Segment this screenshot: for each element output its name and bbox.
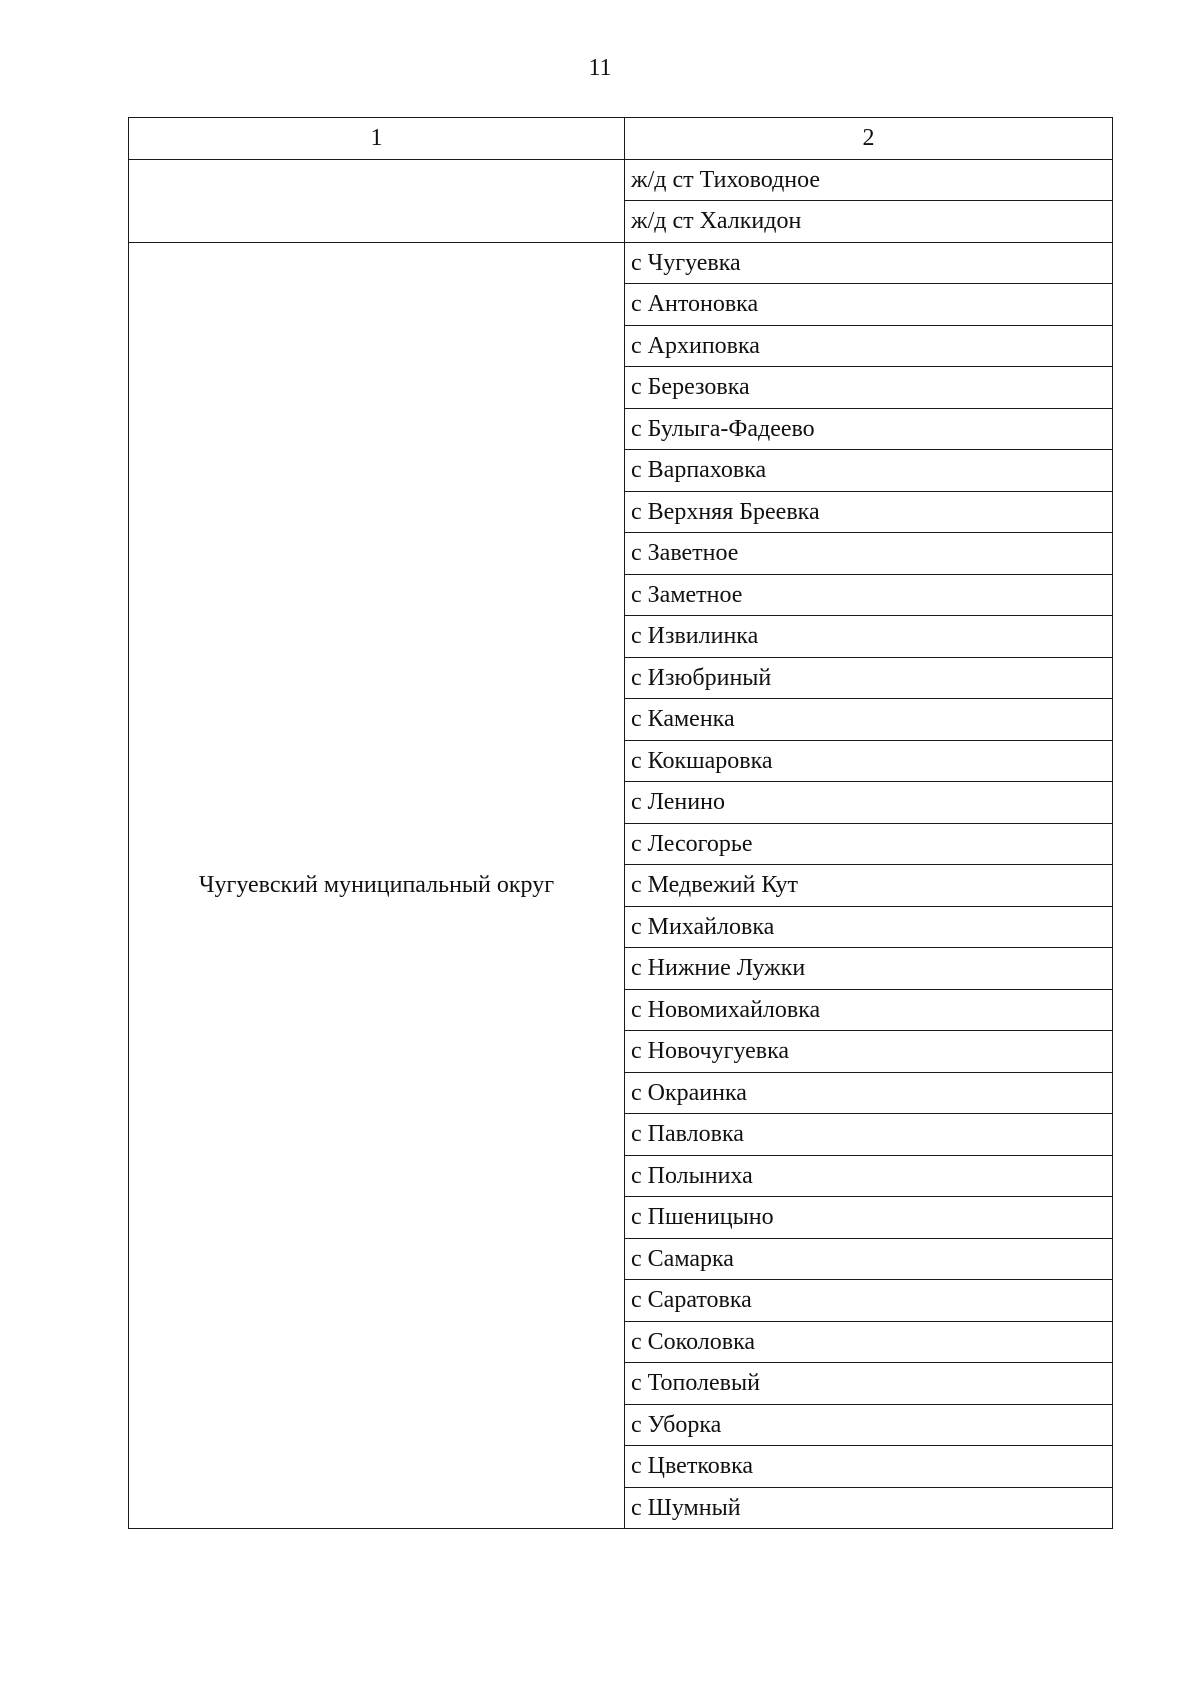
settlement-cell: с Тополевый xyxy=(625,1363,1113,1405)
settlement-cell: с Лесогорье xyxy=(625,823,1113,865)
table-row xyxy=(129,159,1113,201)
municipality-cell xyxy=(129,159,625,242)
settlement-cell: с Заметное xyxy=(625,574,1113,616)
settlement-cell: с Полыниха xyxy=(625,1155,1113,1197)
settlement-cell: с Каменка xyxy=(625,699,1113,741)
settlement-cell: с Булыга-Фадеево xyxy=(625,408,1113,450)
settlement-cell: с Архиповка xyxy=(625,325,1113,367)
settlement-cell: с Нижние Лужки xyxy=(625,948,1113,990)
settlement-cell: с Варпаховка xyxy=(625,450,1113,492)
settlement-cell: ж/д ст Тиховодное xyxy=(625,159,1113,201)
municipality-cell: Чугуевский муниципальный округ xyxy=(129,242,625,1529)
table-row xyxy=(129,242,1113,284)
settlement-cell: с Ленино xyxy=(625,782,1113,824)
settlement-cell: с Березовка xyxy=(625,367,1113,409)
settlement-cell: с Антоновка xyxy=(625,284,1113,326)
settlement-cell: с Верхняя Бреевка xyxy=(625,491,1113,533)
header-cell-col2: 2 xyxy=(625,118,1113,160)
table-header-row xyxy=(129,118,1113,160)
settlement-cell: с Новочугуевка xyxy=(625,1031,1113,1073)
settlement-cell: с Цветковка xyxy=(625,1446,1113,1488)
settlement-cell: с Саратовка xyxy=(625,1280,1113,1322)
settlement-cell: с Соколовка xyxy=(625,1321,1113,1363)
settlement-cell: с Кокшаровка xyxy=(625,740,1113,782)
settlement-cell: с Окраинка xyxy=(625,1072,1113,1114)
settlement-cell: с Павловка xyxy=(625,1114,1113,1156)
settlement-cell: с Новомихайловка xyxy=(625,989,1113,1031)
settlement-cell: с Шумный xyxy=(625,1487,1113,1529)
settlement-cell: с Михайловка xyxy=(625,906,1113,948)
settlement-cell: с Заветное xyxy=(625,533,1113,575)
settlement-cell: с Извилинка xyxy=(625,616,1113,658)
settlement-cell: с Самарка xyxy=(625,1238,1113,1280)
settlement-cell: ж/д ст Халкидон xyxy=(625,201,1113,243)
settlements-table xyxy=(128,117,1113,1529)
header-cell-col1: 1 xyxy=(129,118,625,160)
settlement-cell: с Изюбриный xyxy=(625,657,1113,699)
settlement-cell: с Пшеницыно xyxy=(625,1197,1113,1239)
settlement-cell: с Медвежий Кут xyxy=(625,865,1113,907)
settlement-cell: с Уборка xyxy=(625,1404,1113,1446)
settlement-cell: с Чугуевка xyxy=(625,242,1113,284)
table-body xyxy=(129,118,1113,1529)
page-number: 11 xyxy=(588,55,612,81)
